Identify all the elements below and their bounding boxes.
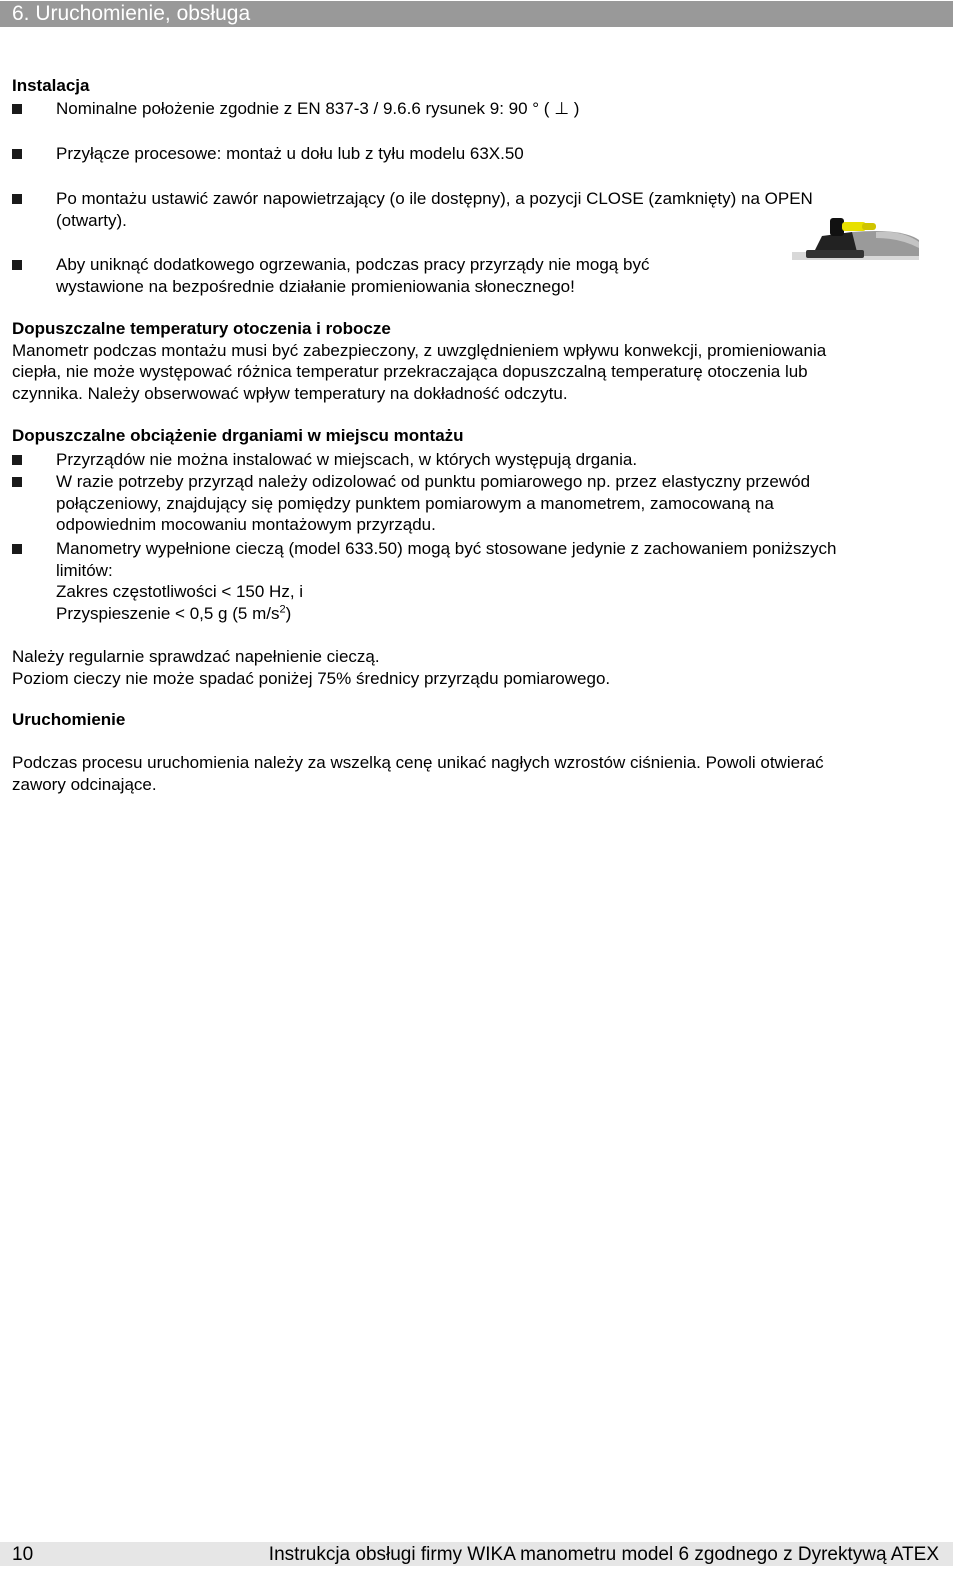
- text-line: Manometr podczas montażu musi być zabezpieczony, z uwzględnieniem wpływu konwekcji, promieniowania: [12, 340, 827, 360]
- text-line: Należy regularnie sprawdzać napełnienie cieczą.: [12, 647, 380, 666]
- vibration-item-1: [56, 449, 637, 471]
- text-line: Po montażu ustawić zawór napowietrzający (o ile dostępny), a pozycji CLOSE (zamknięty) na OPEN: [56, 189, 813, 208]
- acceleration-suffix: ): [285, 603, 292, 623]
- text-line: Przyrządów nie można instalować w miejscach, w których występują drgania.: [56, 450, 638, 469]
- bullet-icon: [12, 260, 22, 270]
- startup-paragraph: [12, 752, 824, 795]
- vent-valve-image: [792, 212, 919, 260]
- startup-heading: Uruchomienie: [12, 710, 126, 729]
- installation-item-1: [56, 98, 579, 120]
- bullet-icon: [12, 194, 22, 204]
- text-line: czynnika. Należy obserwować wpływ temperatury na dokładność odczytu.: [12, 383, 568, 403]
- acceleration-text: Przyspieszenie < 0,5 g (5 m/s: [56, 603, 280, 623]
- superscript-exponent: 2: [279, 602, 286, 615]
- section-title: 6. Uruchomienie, obsługa: [12, 2, 251, 25]
- text-line: limitów:: [56, 560, 113, 580]
- bullet-icon: [12, 149, 22, 159]
- bullet-icon: [12, 544, 22, 554]
- temperature-heading: Dopuszczalne temperatury otoczenia i robocze: [12, 319, 391, 338]
- text-line: Poziom cieczy nie może spadać poniżej 75% średnicy przyrządu pomiarowego.: [12, 668, 611, 688]
- text-line: Zakres częstotliwości < 150 Hz, i: [56, 582, 304, 601]
- bullet-icon: [12, 455, 22, 465]
- text-line: połączeniowy, znajdujący się pomiędzy punktem pomiarowym a manometrem, zamocowaną na: [56, 493, 774, 513]
- vibration-heading: Dopuszczalne obciążenie drganiami w miejscu montażu: [12, 426, 464, 445]
- text-line: zawory odcinające.: [12, 774, 157, 794]
- bullet-icon: [12, 477, 22, 487]
- text-line: Przyłącze procesowe: montaż u dołu lub z tyłu modelu 63X.50: [56, 144, 524, 163]
- text-line: Aby uniknąć dodatkowego ogrzewania, podczas pracy przyrządy nie mogą być: [56, 255, 650, 274]
- text-line: Podczas procesu uruchomienia należy za wszelką cenę unikać nagłych wzrostów ciśnienia. Powoli otwierać: [12, 753, 824, 772]
- page-footer: [0, 1542, 953, 1566]
- bullet-icon: [12, 104, 22, 114]
- acceleration-line: [56, 603, 837, 625]
- installation-heading: Instalacja: [12, 76, 90, 95]
- temperature-section: [12, 318, 826, 404]
- text-line: W razie potrzeby przyrząd należy odizolować od punktu pomiarowego np. przez elastyczny przewód: [56, 472, 811, 491]
- installation-item-3: [56, 188, 813, 231]
- footer-text: Instrukcja obsługi firmy WIKA manometru model 6 zgodnego z Dyrektywą ATEX: [268, 1544, 939, 1565]
- installation-item-4: [56, 254, 649, 297]
- text-line: ciepła, nie może występować różnica temperatur przekraczająca dopuszczalną temperaturę otoczenia lub: [12, 362, 808, 381]
- text-line: Manometry wypełnione cieczą (model 633.50) mogą być stosowane jedynie z zachowaniem poniższych: [56, 539, 837, 558]
- fill-check-paragraph: [12, 646, 610, 689]
- vibration-item-3: [56, 538, 837, 624]
- text-line: (otwarty).: [56, 210, 127, 230]
- vibration-item-2: [56, 471, 810, 536]
- page-number: 10: [12, 1544, 34, 1565]
- section-title-bar: [0, 1, 953, 27]
- text-line: wystawione na bezpośrednie działanie promieniowania słonecznego!: [56, 276, 575, 296]
- text-line: Nominalne położenie zgodnie z EN 837-3 / 9.6.6 rysunek 9: 90 ° ( ⊥ ): [56, 99, 580, 118]
- text-line: odpowiednim mocowaniu montażowym przyrządu.: [56, 515, 436, 534]
- installation-item-2: [56, 143, 524, 165]
